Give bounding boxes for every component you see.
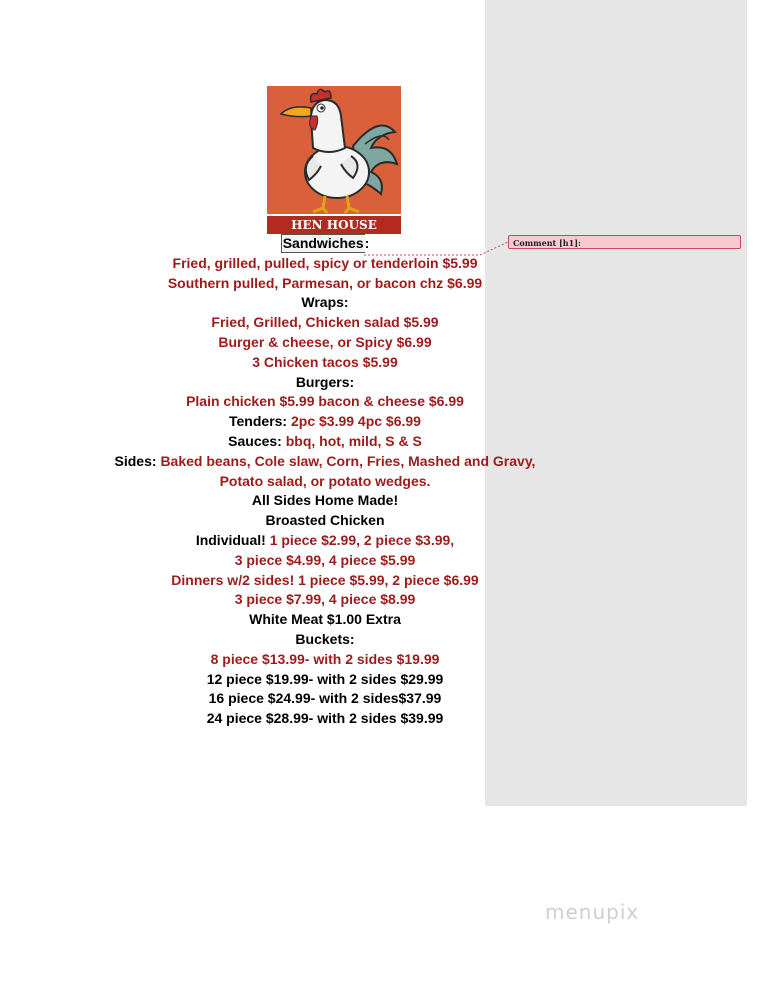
- menu-line: [0, 610, 650, 630]
- menu-text-segment: Buckets:: [295, 630, 355, 647]
- menu-text-segment: bbq, hot, mild, S & S: [285, 432, 422, 449]
- menu-line: [0, 472, 650, 492]
- menu-text: [0, 234, 650, 729]
- menu-text-segment: 8 piece $13.99- with 2 sides $19.99: [210, 650, 440, 667]
- menu-lines: [0, 254, 650, 729]
- menu-text-segment: Fried, grilled, pulled, spicy or tenderloin $5.99: [172, 254, 478, 271]
- menu-line: [0, 353, 650, 373]
- menu-text-segment: Burger & cheese, or Spicy $6.99: [218, 333, 432, 350]
- menu-text-segment: Fried, Grilled, Chicken salad $5.99: [211, 314, 439, 331]
- menu-line: [0, 531, 650, 551]
- menu-line: [0, 630, 650, 650]
- menu-text-segment: 2pc $3.99 4pc $6.99: [290, 413, 421, 430]
- menu-text-segment: Dinners w/2 sides! 1 piece $5.99, 2 piece $6.99: [171, 571, 479, 588]
- menu-line: [0, 689, 650, 709]
- menu-text-segment: Sides:: [114, 452, 161, 469]
- menu-text-segment: 16 piece $24.99- with 2 sides$37.99: [208, 690, 442, 707]
- menupix-watermark: menupix: [545, 900, 640, 924]
- menu-line: [0, 551, 650, 571]
- menu-line: [0, 571, 650, 591]
- menu-line: [0, 392, 650, 412]
- menu-line: [0, 293, 650, 313]
- menu-text-segment: 1 piece $2.99, 2 piece $3.99,: [269, 531, 455, 548]
- menu-line: [0, 274, 650, 294]
- menu-text-segment: Broasted Chicken: [265, 512, 385, 529]
- menu-text-segment: White Meat $1.00 Extra: [249, 611, 401, 628]
- menu-text-segment: Wraps:: [301, 294, 349, 311]
- menu-text-segment: All Sides Home Made!: [251, 492, 399, 509]
- menu-text-segment: Plain chicken $5.99 bacon & cheese $6.99: [186, 393, 464, 410]
- menu-line: [0, 254, 650, 274]
- menu-text-segment: 3 piece $7.99, 4 piece $8.99: [234, 591, 416, 608]
- menu-line: [0, 333, 650, 353]
- menu-text-segment: Sauces:: [228, 432, 286, 449]
- menu-line: [0, 432, 650, 452]
- menu-text-segment: Southern pulled, Parmesan, or bacon chz $6.99: [167, 274, 483, 291]
- menu-line: [0, 313, 650, 333]
- menu-line: [0, 452, 650, 472]
- menu-line: [0, 491, 650, 511]
- menu-text-segment: 12 piece $19.99- with 2 sides $29.99: [206, 670, 444, 687]
- menu-text-segment: Burgers:: [295, 373, 355, 390]
- menu-text-segment: Tenders:: [229, 413, 291, 430]
- logo-text: HEN HOUSE: [267, 214, 401, 234]
- menu-text-segment: Potato salad, or potato wedges.: [219, 472, 431, 489]
- menu-text-segment: Baked beans, Cole slaw, Corn, Fries, Mashed and Gravy,: [160, 452, 536, 469]
- menu-line: [0, 373, 650, 393]
- menu-line: [0, 590, 650, 610]
- menu-line: [0, 709, 650, 729]
- sandwiches-heading: Sandwiches: [282, 235, 364, 251]
- menu-text-segment: 3 piece $4.99, 4 piece $5.99: [234, 551, 416, 568]
- menu-text-segment: 3 Chicken tacos $5.99: [252, 353, 398, 370]
- menu-line: [0, 511, 650, 531]
- menu-line: [0, 650, 650, 670]
- comment-balloon[interactable]: Comment [h1]:: [508, 235, 741, 249]
- menu-line: [0, 412, 650, 432]
- menu-text-segment: 24 piece $28.99- with 2 sides $39.99: [206, 710, 444, 727]
- menu-text-segment: Individual!: [195, 531, 270, 548]
- menu-line: [0, 670, 650, 690]
- sandwiches-heading-line: [0, 234, 650, 254]
- sandwiches-colon: :: [364, 235, 370, 251]
